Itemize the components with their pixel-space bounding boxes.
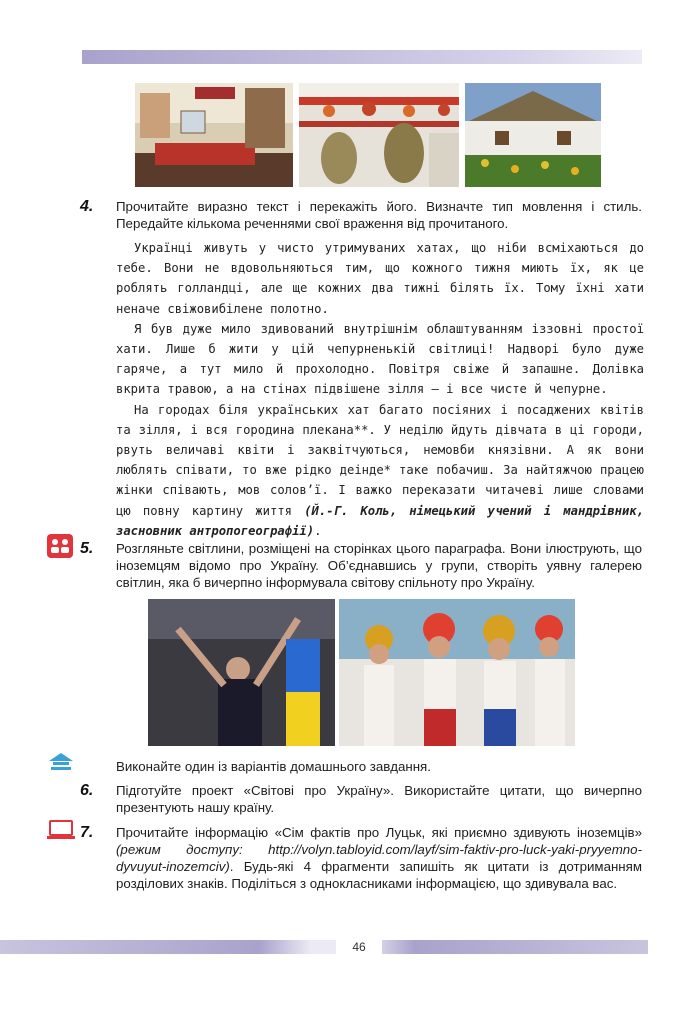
- task-7-text-before: Прочитайте інформацію «Сім фактів про Луцьк, які приємно здивують іноземців»: [116, 825, 642, 840]
- page-number: 46: [336, 940, 382, 954]
- photo-singer-flag: [148, 599, 335, 746]
- task-6-text: Підготуйте проект «Світові про Україну». Використайте цитати, що вичерпно презентують нашу країну.: [116, 783, 642, 815]
- task-7-text-after: . Будь-які 4 фрагменти запишіть як цитати із дотриманням розділових знаків. Поділіться з однокласниками інформацією, що здивувала вас.: [116, 859, 642, 891]
- reading-paragraph-1: Українці живуть у чисто утримуваних хатах, що ніби всміхаються до тебе. Вони не вдовольняються тим, що кожного тижня миють їх, як це роблять голландці, але ще кожних два тижні білять їх. Тому їхні хати неначе свіжовибілене полотно.: [116, 241, 644, 316]
- photo-white-hut: [465, 83, 601, 187]
- task-4-text: Прочитайте виразно текст і перекажіть його. Визначте тип мовлення і стиль. Передайте кількома реченнями свої враження від прочитаного.: [116, 199, 642, 231]
- task-4-number: 4.: [80, 198, 94, 215]
- reading-paragraph-2: Я був дуже мило здивований внутрішнім облаштуванням іззовні простої хати. Лише б жити у цій чепурненькій світлиці! Надворі було дуже гаряче, а тут мило й прохолодно. Повітря свіже й запашне. Долівка вкрита травою, а на стінах підвішене зілля — і все чисте й чепурне.: [116, 321, 644, 397]
- photo-interior-herbs: [299, 83, 459, 187]
- task-6-number: 6.: [80, 782, 94, 799]
- reading-paragraph-3-text: На городах біля українських хат багато посіяних і посаджених квітів та зілля, і вся городина плекана**. У неділю йдуть дівчата в ці городи, рвуть величаві квіти і заквітчуються, немовби князівни. А як вони люблять співати, то вже рідко деінде* таке побачиш. За найтяжчою працею жінки співають, мов солов’ї. І важко переказати читачеві лише словами цю повну картину життя: [116, 402, 644, 518]
- photo-interior-room: [135, 83, 293, 187]
- task-7-text: [116, 824, 642, 892]
- photo-girls-wreaths: [339, 599, 575, 746]
- reading-paragraph-3: [116, 400, 644, 541]
- task-5-text: Розгляньте світлини, розміщені на сторінках цього параграфа. Вони ілюструють, що іноземцям відомо про Україну. Об’єднавшись у групи, створіть уявну галерею світлин, яка б вичерпно інформувала світову спільноту про Україну.: [116, 541, 642, 590]
- reading-source: (Й.-Г. Коль, німецький учений і мандрівник, засновник антропогеографії): [116, 503, 645, 538]
- computer-icon: [46, 820, 76, 840]
- homework-icon: [48, 752, 74, 774]
- reading-end: .: [314, 523, 322, 538]
- task-5-number: 5.: [80, 540, 94, 557]
- header-bar: [82, 50, 642, 64]
- footer-bar: [0, 940, 648, 954]
- task-7-link[interactable]: (режим доступу: http://volyn.tabloyid.com/layf/sim-faktiv-pro-luck-yaki-pryyemno-dyvuyut-inozemciv): [116, 842, 642, 874]
- group-work-icon: [46, 533, 74, 559]
- reading-text: [116, 238, 644, 541]
- task-7-number: 7.: [80, 824, 94, 841]
- homework-text: Виконайте один із варіантів домашнього завдання.: [116, 759, 431, 774]
